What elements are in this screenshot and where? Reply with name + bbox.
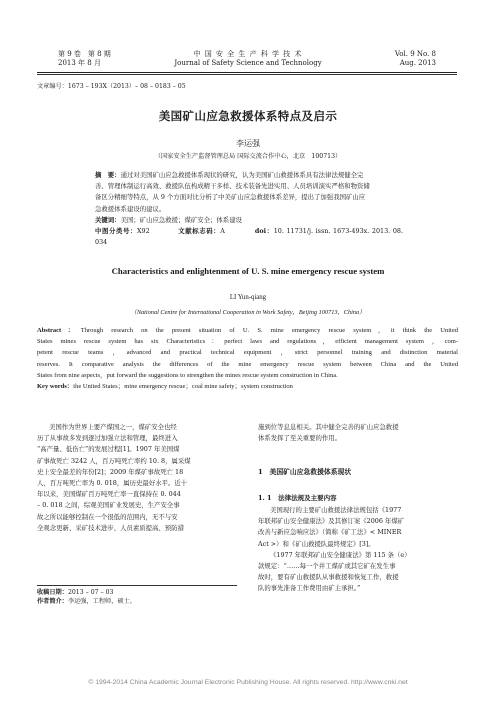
issue-date-en: Aug. 2013 bbox=[399, 59, 436, 67]
doi: 10. 11731/j. issn. 1673-493x. 2013. 08. 034 bbox=[95, 227, 404, 247]
keywords-en-label: Key words： bbox=[37, 383, 74, 391]
abstract-cn-line: 急救援体系建设的建议。 bbox=[95, 204, 166, 213]
doc-code: A bbox=[220, 227, 225, 236]
body-line: – 0. 018 之间，综观美国矿业发展史，生产安全事 bbox=[37, 501, 180, 510]
abstract-cn-line: 善、管理体制运行高效、救援队伍构成精干多样、技术装备先进实用、人员培训演实严格和物资储 bbox=[95, 182, 370, 191]
body-line: 美国作为世界上要产煤国之一，煤矿安全也经 bbox=[49, 423, 177, 431]
author-info: 李运强，工程师，硕士。 bbox=[67, 598, 136, 605]
author-cn: 李运强 bbox=[236, 139, 260, 148]
author-en: LI Yun-qiang bbox=[229, 294, 267, 301]
keywords-en: the United States；mine emergency rescue；coal mine safety；system construction bbox=[73, 383, 293, 391]
keywords-cn-label: 关键词： bbox=[95, 215, 121, 224]
body-line: 体系发挥了至关重要的作用。 bbox=[258, 434, 342, 443]
body-line: 年联邦矿山安全健康法》及其修订案《2006 年煤矿 bbox=[258, 517, 405, 526]
copyright-footer: © 1994-2014 China Academic Journal Electronic Publishing House. All rights reserved. http://www.cnki.net bbox=[88, 679, 408, 686]
journal-name-cn: 中 国 安 全 生 产 科 学 技 术 bbox=[193, 50, 303, 58]
body-line: 施到位等息息相关。其中健全完善的矿山应急救援 bbox=[258, 423, 399, 431]
body-line: 《1977 年联邦矿山安全健康法》第 115 条（e） bbox=[270, 550, 411, 559]
abstract-cn-label: 摘 要： bbox=[95, 171, 121, 179]
doc-code-label: 文献标志码： bbox=[177, 227, 221, 236]
body-line: “高产量、低伤亡”的发展过程[1]。1907 年美国煤 bbox=[37, 445, 180, 454]
body-line: 史上安全最差的年份[2]；2009 年煤矿事故死亡 18 bbox=[37, 467, 184, 476]
body-line: 故时，要有矿山救援队从事救援和恢复工作，救援 bbox=[258, 573, 399, 582]
body-line: Act >）和《矿山救援队最终规定》[3]。 bbox=[258, 539, 375, 548]
abstract-cn-line: 通过对美国矿山应急救援体系现状的研究，认为美国矿山救援体系具有法律法规健全完 bbox=[120, 171, 364, 179]
left-column bbox=[37, 422, 241, 534]
body-line: 改善与新应急响应法》（简称《矿工法》< MINER bbox=[258, 528, 402, 537]
issue-info-en bbox=[395, 50, 436, 68]
body-line: 年以来，美国煤矿百万吨死亡率一直保持在 0. 044 bbox=[37, 490, 181, 499]
affiliation-cn: （国家安全生产监督管理总局 国际交流合作中心，北京 100713） bbox=[154, 153, 342, 160]
author-info-label: 作者简介： bbox=[37, 598, 68, 605]
abstract-en bbox=[37, 325, 458, 392]
footnote bbox=[37, 588, 136, 606]
section-heading-1-1: 1. 1 法律法规及主要内容 bbox=[258, 494, 337, 502]
body-line: 款规定：“……每一个井工煤矿或其它矿在发生事 bbox=[258, 562, 396, 571]
clc-number: X92 bbox=[137, 227, 150, 236]
abstract-en-label: Abstract： bbox=[37, 327, 81, 334]
received-label: 收稿日期： bbox=[37, 589, 68, 596]
body-line: 故之所以能够控制在一个很低的范围内，无不与安 bbox=[37, 512, 178, 521]
doi-label: doi： bbox=[254, 227, 274, 236]
body-line: 人，百万吨死亡率为 0. 018，属历史最好水平。近十 bbox=[37, 479, 188, 488]
abstract-cn-line: 备区分精细等特点，从 9 个方面对比分析了中美矿山应急救援体系差异，提出了加强我国矿山应 bbox=[95, 193, 366, 202]
body-line: 历了从事故多发到逐过加强立法和管理，最终进入 bbox=[37, 434, 178, 443]
body-line: 美国现行的主要矿山救援法律法规包括《1977 bbox=[270, 506, 402, 514]
article-number: 文章编号：1673 – 193X（2013）– 08 – 0183 – 05 bbox=[37, 83, 186, 90]
keywords-cn: 美国；矿山应急救援；煤矿安全；体系建设 bbox=[120, 215, 242, 224]
abstract-en-line: Through research on the present situation of U. S. mine emergency rescue system，it think the United bbox=[80, 327, 458, 334]
clc-label: 中图分类号： bbox=[95, 227, 137, 236]
body-line: 队的事先准备工作费用由矿主承担。” bbox=[258, 584, 361, 593]
section-heading-1: 1 美国矿山应急救援体系现状 bbox=[258, 468, 352, 476]
volume-issue-en: Vol. 9 No. 8 bbox=[394, 50, 436, 58]
title-cn: 美国矿山应急救援体系特点及启示 bbox=[158, 109, 338, 123]
volume-issue: 第 9 卷 第 8 期 bbox=[58, 50, 111, 58]
header-rule bbox=[37, 72, 457, 73]
footnote-rule bbox=[37, 585, 237, 586]
received-date: 2013 – 07 – 03 bbox=[67, 589, 114, 596]
header-rule-thin bbox=[37, 74, 457, 75]
classification bbox=[95, 226, 403, 248]
title-en: Characteristics and enlightenment of U. S. mine emergency rescue system bbox=[111, 266, 385, 276]
body-line: 全观念更新、采矿技术进步、人员素质提高、预防措 bbox=[37, 523, 184, 532]
journal-name-en: Journal of Safety Science and Technology bbox=[174, 59, 322, 67]
abstract-en-line: States from nine aspects，put forward the suggestions to strengthen the mines rescue system construction in China. bbox=[37, 371, 338, 379]
abstract-cn bbox=[95, 170, 403, 248]
issue-date: 2013 年 8 月 bbox=[58, 59, 101, 67]
section-1-1-body bbox=[258, 505, 458, 595]
abstract-en-line: petent rescue teams ，advanced and practical technical equipment ，strict personnel training and distinction material bbox=[37, 349, 458, 357]
body-line: 矿事故死亡 3242 人，百万吨死亡率约 10. 8，属采煤 bbox=[37, 456, 191, 465]
affiliation-en: （National Centre for International Cooperation in Work Safety，Beijing 100713，China） bbox=[130, 309, 366, 316]
right-column bbox=[258, 422, 458, 444]
abstract-en-line: States mines rescue system has six Characteristics：perfect laws and regulations，efficient management system ，com- bbox=[37, 338, 458, 346]
abstract-en-line: reserves. It comparative analysis the differences of the mine emergency rescue system between China and the United bbox=[37, 360, 458, 368]
